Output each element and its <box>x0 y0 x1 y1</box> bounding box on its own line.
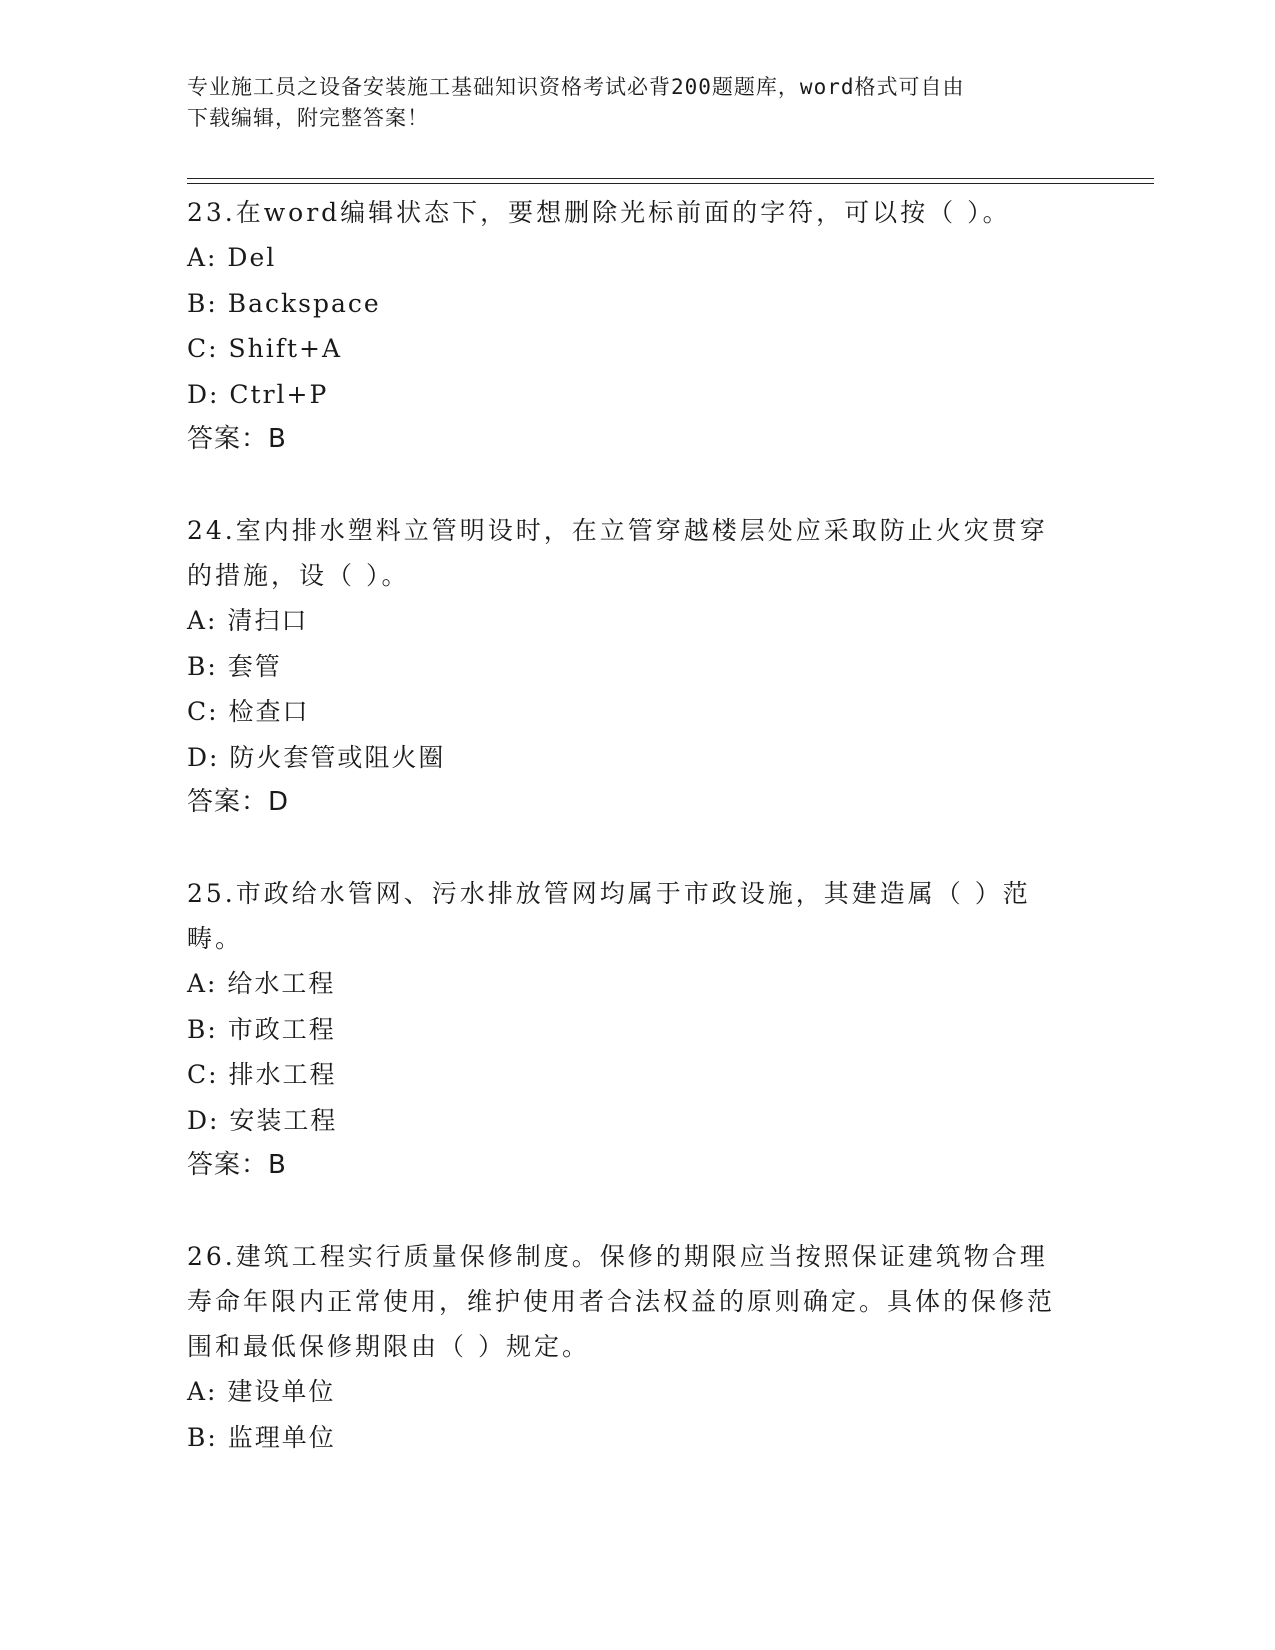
question-24 <box>187 508 1067 825</box>
option-c: C: 检查口 <box>187 697 310 726</box>
answer-text: 答案：B <box>187 1150 287 1180</box>
option-a: A: 清扫口 <box>187 606 309 635</box>
question-23 <box>187 190 1067 462</box>
question-text: 26.建筑工程实行质量保修制度。保修的期限应当按照保证建筑物合理寿命年限内正常使用，维护使用者合法权益的原则确定。具体的保修范围和最低保修期限由（ ）规定。 <box>187 1242 1056 1361</box>
header-divider-top <box>187 178 1154 179</box>
option-d: D: Ctrl+P <box>187 379 329 409</box>
question-text: 23.在word编辑状态下，要想删除光标前面的字符，可以按（ ）。 <box>187 198 1011 227</box>
question-text: 24.室内排水塑料立管明设时，在立管穿越楼层处应采取防止火灾贯穿的措施，设（ ）。 <box>187 516 1048 590</box>
option-d: D: 防火套管或阻火圈 <box>187 742 446 772</box>
option-d: D: 安装工程 <box>187 1105 338 1135</box>
question-text: 25.市政给水管网、污水排放管网均属于市政设施，其建造属（ ）范畴。 <box>187 879 1031 953</box>
option-b: B: 市政工程 <box>187 1014 336 1044</box>
header-line-2: 下载编辑，附完整答案！ <box>187 106 429 130</box>
option-a: A: Del <box>187 243 277 272</box>
option-a: A: 给水工程 <box>187 969 336 998</box>
option-b: B: 监理单位 <box>187 1422 336 1452</box>
option-c: C: 排水工程 <box>187 1060 337 1089</box>
answer-text: 答案：D <box>187 787 290 817</box>
question-25 <box>187 871 1067 1188</box>
option-a: A: 建设单位 <box>187 1377 336 1406</box>
option-c: C: Shift+A <box>187 334 343 363</box>
header-line-1: 专业施工员之设备安装施工基础知识资格考试必背200题题库，word格式可自由 <box>187 75 965 99</box>
question-26 <box>187 1234 1067 1460</box>
option-b: B: 套管 <box>187 651 282 681</box>
option-b: B: Backspace <box>187 288 381 318</box>
answer-text: 答案：B <box>187 424 287 454</box>
document-header <box>187 72 1067 134</box>
question-list <box>187 190 1067 1506</box>
header-divider-bottom <box>187 183 1154 184</box>
